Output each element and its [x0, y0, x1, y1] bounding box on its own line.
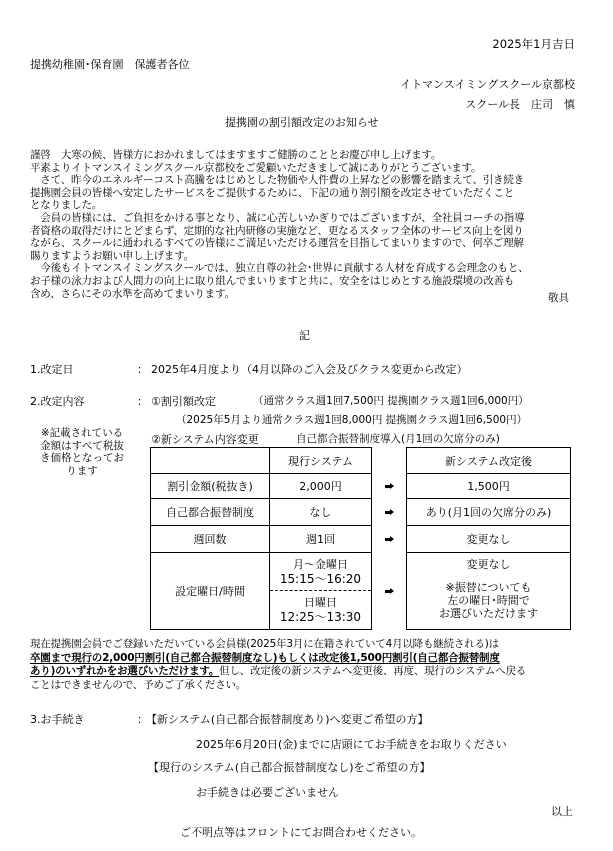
table-header-row: [151, 448, 571, 474]
sender-manager: スクール長 庄司 慎: [465, 98, 575, 111]
schedule-new: [407, 553, 571, 630]
gap-cell: [372, 448, 407, 474]
rate-line-current: （通常クラス週1回7,500円 提携園クラス週1回6,000円）: [253, 395, 529, 407]
header-new: 新システム改定後: [407, 448, 571, 474]
row-label: 自己都合振替制度: [151, 499, 270, 526]
row-current: 2,000円: [270, 474, 372, 499]
tax-note-line: ります: [66, 464, 98, 477]
notice-line: [30, 665, 572, 679]
ijo: 以上: [551, 805, 573, 818]
body-line: 会員の皆様には、ご負担をかける事となり、誠に心苦しいかぎりではございますが、全社員コーチの指導: [30, 211, 525, 224]
schedule-new-note: 左の曜日･時間で: [447, 594, 530, 607]
system-comparison-table: [150, 447, 571, 630]
ki-heading: 記: [299, 329, 310, 342]
notice-text: 但し、改定後の新システムへ変更後、再度、現行のシステムへ戻る: [219, 665, 527, 677]
option-current-system-text: お手続きは必要ございません: [196, 786, 339, 799]
schedule-new-note: お選びいただけます: [439, 607, 538, 620]
body-line: 者資格の取得だけにとどまらず、定期的な社内研修の実施など、更なるスタッフ全体のサービス向上を図り: [30, 224, 524, 237]
row-new: あり(月1回の欠席分のみ): [407, 499, 571, 526]
table-row-schedule: [151, 553, 571, 630]
section-3-colon: ：: [137, 713, 148, 726]
document-title: 提携園の割引額改定のお知らせ: [225, 116, 379, 129]
body-line: ながら、スクールに通われるすべての皆様にご満足いただける運営を目指してまいりますので、何卒ご理解: [30, 237, 524, 250]
tax-note-line: ※記載されている: [40, 427, 124, 439]
tax-note-line: 金額はすべて税抜: [40, 439, 124, 452]
rate-line-may: （2025年5月より通常クラス週1回8,000円 提携園クラス週1回6,500円）: [176, 414, 528, 426]
section-1-label: 1.改定日: [30, 363, 74, 376]
notice-line-emphasis: 卒園まで現行の2,000円割引(自己都合振替制度なし)もしくは改定後1,500円割引(自己都合振替制度: [30, 651, 500, 664]
schedule-current: [270, 553, 372, 630]
new-system-desc: 自己都合振替制度導入(月1回の欠席分のみ): [296, 433, 500, 445]
row-label: 設定曜日/時間: [151, 553, 270, 630]
recipient: 提携幼稚園･保育園 保護者各位: [30, 58, 190, 71]
table-row: [151, 499, 571, 526]
section-1-colon: ：: [137, 363, 148, 376]
option-new-system: 【新システム(自己都合振替制度あり)へ変更ご希望の方】: [146, 713, 429, 726]
schedule-new-nochange: 変更なし: [466, 558, 511, 571]
row-new: 1,500円: [407, 474, 571, 499]
new-system-item: ②新システム内容変更: [151, 433, 259, 446]
body-line: 平素よりイトマンスイミングスクール京都校をご愛顧いただきまして誠にありがとうございます。: [30, 161, 482, 174]
sender-school: イトマンスイミングスクール京都校: [400, 78, 575, 91]
tax-note: [32, 427, 132, 477]
document-date: 2025年1月吉日: [492, 37, 575, 51]
header-current: 現行システム: [270, 448, 372, 474]
schedule-weekday-time: 15:15～16:20: [279, 571, 362, 586]
member-notice: [30, 638, 572, 692]
option-current-system: 【現行のシステム(自己都合振替制度なし)をご希望の方】: [148, 761, 431, 774]
table-row: [151, 474, 571, 499]
body-line: お子様の泳力および人間力の向上に取り組んでまいりますと共に、安全をはじめとする施設環境の改善も: [30, 274, 515, 287]
row-current: 週1回: [270, 526, 372, 553]
body-line: 含め、さらにその水準を高めてまいります。: [30, 287, 235, 300]
body-line: さて、昨今のエネルギーコスト高騰をはじめとした物価や人件費の上昇などの影響を踏まえて、引き続き: [30, 174, 524, 187]
schedule-weekday: 月～金曜日: [293, 557, 348, 571]
row-new: 変更なし: [407, 526, 571, 553]
body-line: 賜りますようお願い申し上げます。: [30, 249, 194, 262]
arrow-icon: [372, 499, 407, 526]
notice-line: 現在提携園会員でご登録いただいている会員様(2025年3月に在籍されていて4月以降も継続される)は: [30, 638, 499, 650]
schedule-new-note: ※振替についても: [445, 581, 532, 594]
body-line: となりました。: [30, 199, 103, 212]
section-3-label: 3.お手続き: [30, 713, 85, 726]
arrow-icon: [372, 474, 407, 499]
footer-contact: ご不明点等はフロントにてお問合わせください。: [180, 826, 422, 839]
row-label: 週回数: [151, 526, 270, 553]
body-line: 謹啓 大寒の候、皆様方におかれましてはますますご健勝のこととお慶び申し上げます。: [30, 149, 442, 161]
notice-emphasis: あり)のいずれかをお選びいただけます。: [30, 665, 220, 677]
section-2-label: 2.改定内容: [30, 395, 85, 408]
row-label: 割引金額(税抜き): [151, 474, 270, 499]
body-text: [30, 149, 572, 300]
body-line: 今後もイトマンスイミングスクールでは、独立自尊の社会･世界に貢献する人材を育成する会理念のもと、: [30, 262, 529, 275]
option-new-system-text: 2025年6月20日(金)までに店頭にてお手続きをお取りください: [196, 738, 507, 751]
table-corner: [151, 448, 270, 474]
discount-revision-item: ①割引額改定: [151, 395, 216, 408]
section-1-text: 2025年4月度より（4月以降のご入会及びクラス変更から改定）: [151, 363, 468, 376]
schedule-sunday: 日曜日: [304, 596, 337, 609]
body-line: 提携園会員の皆様へ安定したサービスをご提供するために、下記の通り割引額を改定させていただくこと: [30, 186, 515, 199]
section-2-colon: ：: [137, 395, 148, 408]
tax-note-line: き価格となってお: [40, 452, 124, 465]
row-current: なし: [270, 499, 372, 526]
notice-line: ことはできませんので、予めご了承ください。: [30, 678, 247, 691]
table-row: [151, 526, 571, 553]
arrow-icon: [372, 553, 407, 630]
closing-keigu: 敬具: [548, 292, 569, 304]
arrow-icon: [372, 526, 407, 553]
schedule-sunday-time: 12:25～13:30: [279, 610, 362, 624]
